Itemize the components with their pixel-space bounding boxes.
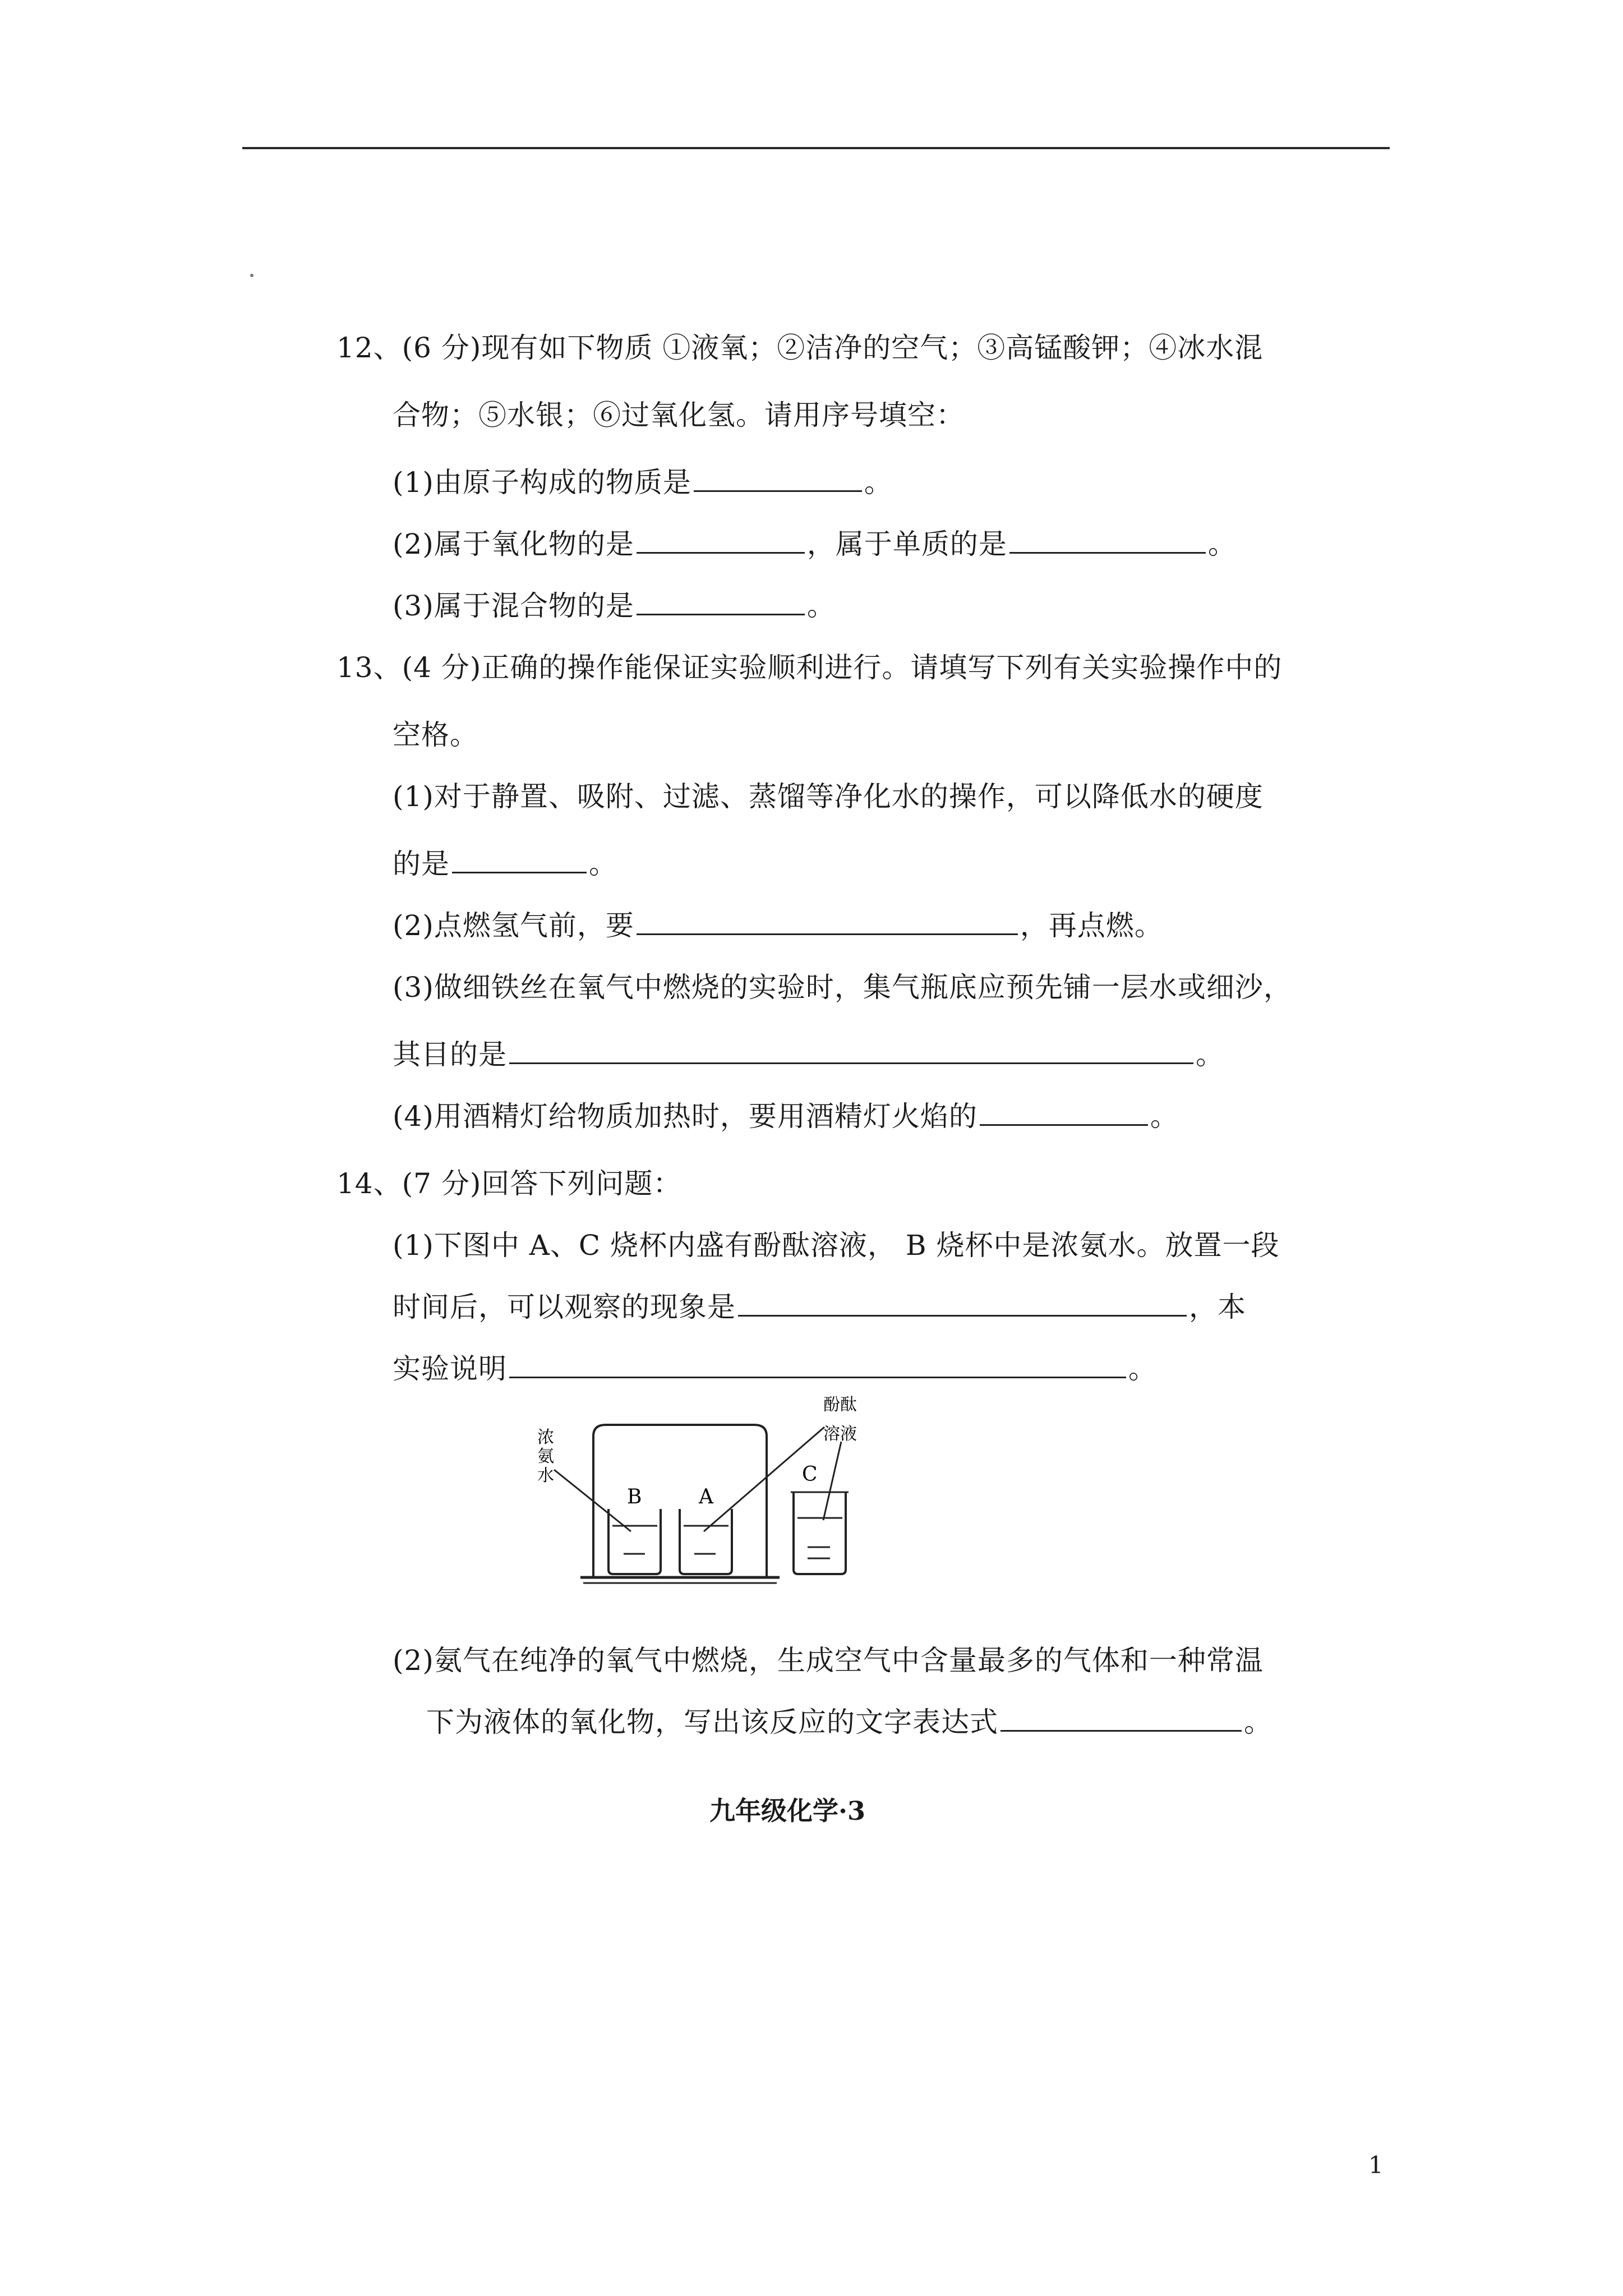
q12-part3 [393,589,836,623]
q12-stem-line1: 12、(6 分)现有如下物质 ①液氧；②洁净的空气；③高锰酸钾；④冰水混 [336,332,1264,364]
answer-blank[interactable] [452,847,587,873]
q13-stem-line1: 13、(4 分)正确的操作能保证实验顺利进行。请填写下列有关实验操作中的 [336,651,1283,684]
q13-part4-text: (4)用酒精灯给物质加热时，要用酒精灯火焰的 [393,1100,978,1133]
q14-part2-cont [426,1705,1272,1739]
q14-part1-cont [393,1290,1246,1324]
beaker-b-label: B [627,1485,642,1508]
label-phenol-2: 溶液 [823,1424,857,1444]
label-ammonia-2: 氨 [537,1447,554,1466]
beaker-c-label: C [802,1463,818,1486]
label-ammonia-1: 浓 [537,1428,554,1447]
answer-blank[interactable] [509,1038,1193,1064]
q14-stem: 14、(7 分)回答下列问题： [336,1167,682,1200]
q13-part1-cont [393,847,617,881]
period: 。 [589,848,617,880]
q13-part2 [393,909,1163,942]
answer-blank[interactable] [980,1099,1148,1126]
q12-part2 [393,527,1237,561]
q14-part1-text: 时间后，可以观察的现象是 [393,1291,736,1323]
beaker-a-label: A [699,1485,713,1508]
q12-part1-text: (1)由原子构成的物质是 [393,466,691,499]
scan-speck [250,274,253,277]
answer-blank[interactable] [637,527,805,554]
answer-blank[interactable] [1000,1705,1242,1732]
q14-part1-cont2 [393,1352,1157,1386]
answer-blank[interactable] [637,589,805,615]
q12-part2-text: (2)属于氧化物的是 [393,528,634,560]
answer-blank[interactable] [509,1352,1126,1378]
label-phenol-1: 酚酞 [823,1395,857,1415]
q12-part2-text-b: ，属于单质的是 [806,528,1007,560]
ammonia-diffusion-figure [527,1391,920,1593]
q12-part1 [393,466,893,499]
q13-part3-text: 其目的是 [393,1038,507,1071]
beaker-a [680,1509,732,1574]
leader-phenol-c [823,1442,841,1520]
q12-stem-line2: 合物；⑤水银；⑥过氧化氢。请用序号填空： [393,399,965,431]
period: 。 [864,466,893,499]
label-ammonia-3: 水 [537,1466,554,1485]
q14-part1-text-d: 实验说明 [393,1352,507,1385]
header-rule [242,147,1390,149]
page-number: 1 [1368,2151,1384,2179]
q13-part4 [393,1099,1179,1133]
q14-part1: (1)下图中 A、C 烧杯内盛有酚酞溶液， B 烧杯中是浓氨水。放置一段 [393,1229,1280,1262]
q13-part3-cont [393,1038,1224,1071]
page-footer: 九年级化学·3 [709,1796,866,1826]
q13-part1-text: 的是 [393,848,450,880]
q12-part3-text: (3)属于混合物的是 [393,590,634,622]
period: 。 [1196,1038,1224,1071]
beaker-c [794,1492,846,1574]
answer-blank[interactable] [637,909,1018,935]
period: 。 [1128,1352,1157,1385]
q13-part1: (1)对于静置、吸附、过滤、蒸馏等净化水的操作，可以降低水的硬度 [393,780,1264,813]
q13-stem-line2: 空格。 [393,719,478,751]
period: 。 [1244,1706,1272,1738]
q14-part1-text-c: ，本 [1189,1291,1246,1323]
answer-blank[interactable] [738,1290,1187,1317]
period: 。 [1207,528,1237,560]
period: 。 [806,590,836,622]
answer-blank[interactable] [1009,527,1206,554]
q13-part2-text-b: ，再点燃。 [1020,909,1163,942]
q14-part2-text: 下为液体的氧化物，写出该反应的文字表达式 [426,1706,998,1738]
q13-part3: (3)做细铁丝在氧气中燃烧的实验时，集气瓶底应预先铺一层水或细沙， [393,971,1292,1004]
answer-blank[interactable] [694,466,862,492]
period: 。 [1150,1100,1179,1133]
q14-part2: (2)氨气在纯净的氧气中燃烧，生成空气中含量最多的气体和一种常温 [393,1644,1264,1677]
q13-part2-text: (2)点燃氢气前，要 [393,909,634,942]
